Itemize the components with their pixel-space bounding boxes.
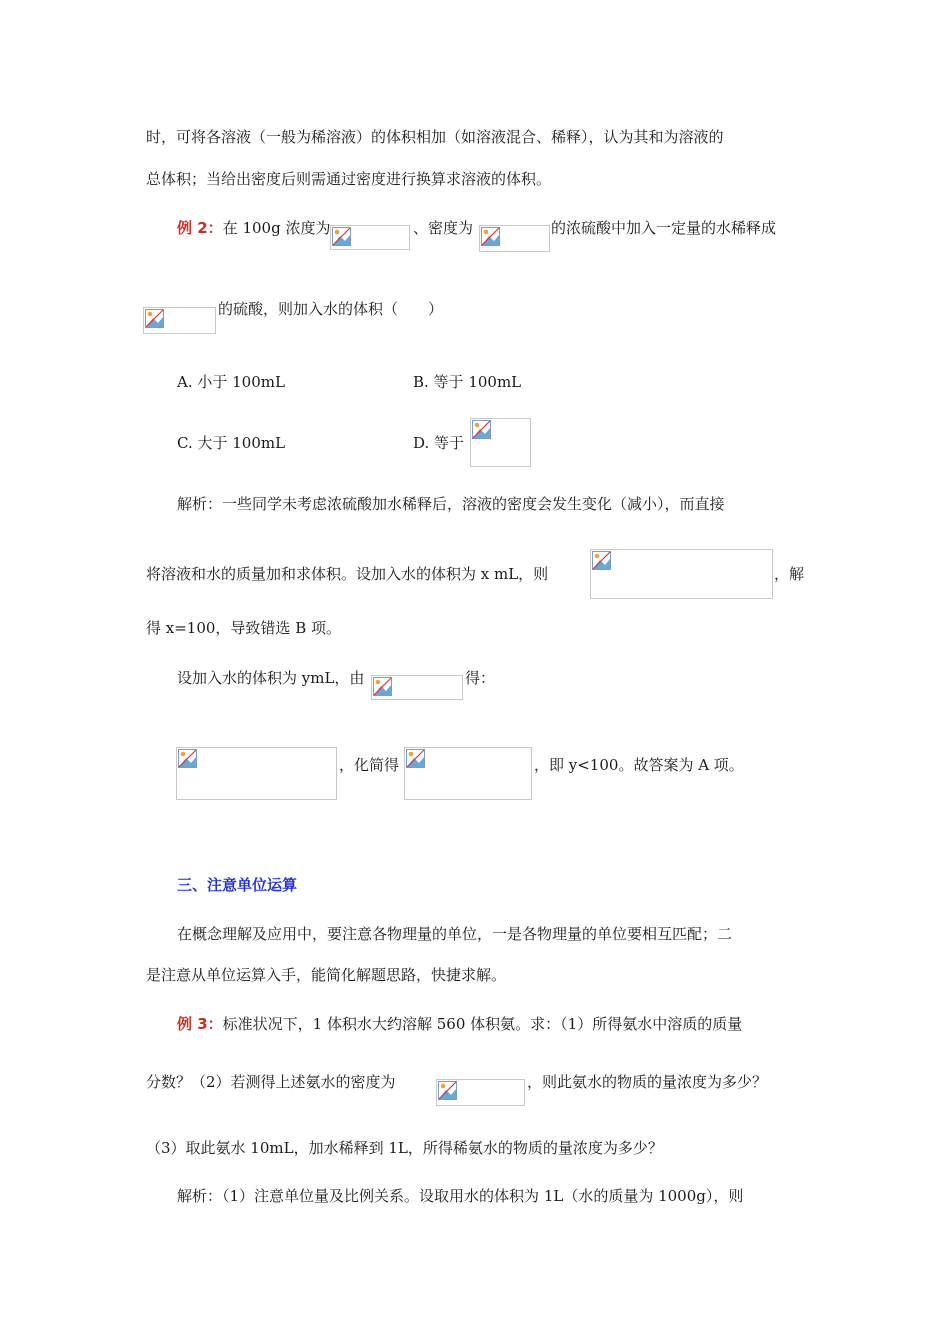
section-heading: 三、注意单位运算 [177, 876, 298, 894]
option-c: C. 大于 100mL [177, 434, 286, 452]
solution-line: 解析：（1）注意单位量及比例关系。设取用水的体积为 1L（水的质量为 1000g），则 [177, 1187, 744, 1205]
text: 得： [465, 669, 496, 687]
broken-image-icon [592, 551, 611, 570]
solution-line: 将溶液和水的质量加和求体积。设加入水的体积为 x mL，则 [146, 565, 549, 583]
text: 在 100g 浓度为 [222, 219, 331, 237]
text: 的浓硫酸中加入一定量的水稀释成 [551, 219, 777, 237]
formula-image [404, 747, 532, 800]
formula-image [479, 225, 550, 252]
solution-line: 得 x=100，导致错选 B 项。 [146, 619, 341, 637]
text: ，解 [774, 565, 805, 583]
solution-line: 解析：一些同学未考虑浓硫酸加水稀释后，溶液的密度会发生变化（减小），而直接 [177, 495, 725, 513]
paragraph-line: 在概念理解及应用中，要注意各物理量的单位，一是各物理量的单位要相互匹配；二 [177, 925, 733, 943]
broken-image-icon [332, 227, 351, 246]
formula-image [330, 225, 410, 250]
text: 、密度为 [413, 219, 474, 237]
option-d: D. 等于 [413, 434, 465, 452]
broken-image-icon [481, 227, 500, 246]
example-2-label: 例 2： [177, 219, 223, 237]
text: 标准状况下，1 体积水大约溶解 560 体积氨。求：（1）所得氨水中溶质的质量 [222, 1015, 743, 1033]
option-a: A. 小于 100mL [177, 373, 285, 391]
formula-image [176, 747, 337, 800]
example-3-label: 例 3： [177, 1015, 223, 1033]
broken-image-icon [373, 677, 392, 696]
broken-image-icon [145, 309, 164, 328]
text: ，即 y<100。故答案为 A 项。 [534, 756, 744, 774]
text: ，则此氨水的物质的量浓度为多少？ [527, 1073, 768, 1091]
formula-image [470, 418, 531, 467]
example-3-line-1 [177, 1014, 742, 1034]
broken-image-icon [406, 749, 425, 768]
broken-image-icon [178, 749, 197, 768]
example-2-line-1 [177, 218, 330, 238]
formula-image [143, 307, 216, 334]
formula-image [371, 675, 463, 700]
solution-line: 设加入水的体积为 ymL，由 [177, 669, 365, 687]
formula-image [436, 1079, 525, 1106]
formula-image [590, 549, 773, 599]
option-b: B. 等于 100mL [413, 373, 522, 391]
paragraph-line: 是注意从单位运算入手，能简化解题思路，快捷求解。 [146, 966, 507, 984]
question-line: （3）取此氨水 10mL，加水稀释到 1L，所得稀氨水的物质的量浓度为多少？ [146, 1139, 663, 1157]
text: 的硫酸，则加入水的体积（ ） [218, 300, 444, 318]
broken-image-icon [438, 1081, 457, 1100]
paragraph-line: 总体积；当给出密度后则需通过密度进行换算求溶液的体积。 [146, 170, 552, 188]
text: 分数？（2）若测得上述氨水的密度为 [146, 1073, 396, 1091]
paragraph-line: 时，可将各溶液（一般为稀溶液）的体积相加（如溶液混合、稀释），认为其和为溶液的 [146, 128, 724, 146]
broken-image-icon [472, 420, 491, 439]
text: ，化简得 [339, 756, 400, 774]
